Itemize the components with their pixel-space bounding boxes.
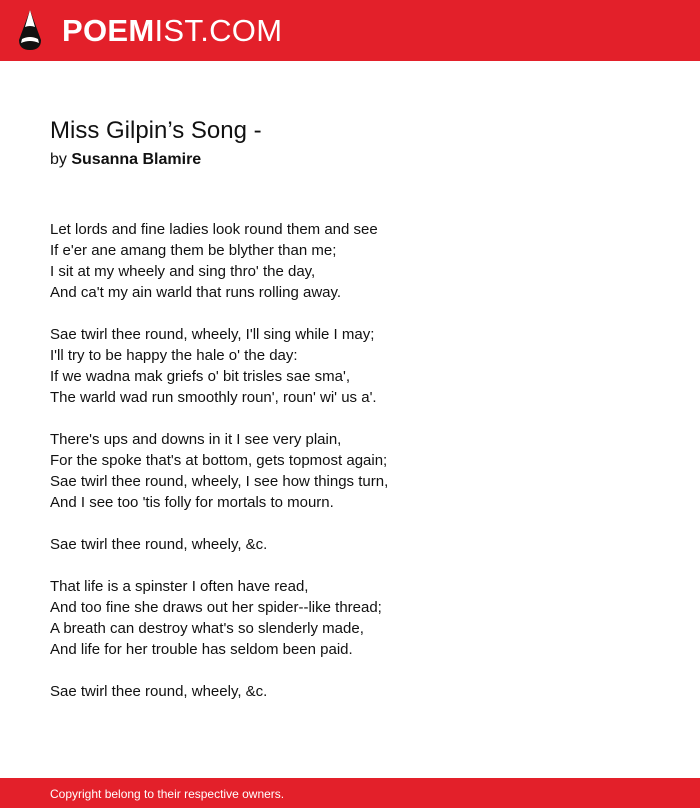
- poem-line: That life is a spinster I often have read,: [50, 578, 309, 595]
- poem-stanza: [50, 681, 650, 702]
- poem-stanza: [50, 576, 650, 660]
- poem-line: If we wadna mak griefs o' bit trisles sae sma',: [50, 368, 351, 385]
- site-header: [0, 0, 700, 61]
- poem-line: Sae twirl thee round, wheely, &c.: [50, 536, 268, 553]
- poem-line: Sae twirl thee round, wheely, I see how things turn,: [50, 473, 389, 490]
- poem-line: For the spoke that's at bottom, gets topmost again;: [50, 452, 388, 469]
- poem-stanza: [50, 324, 650, 408]
- byline: [50, 150, 650, 170]
- site-logo[interactable]: [62, 11, 282, 51]
- poem-line: And ca't my ain warld that runs rolling away.: [50, 284, 342, 301]
- poem-header: [50, 112, 650, 170]
- poem-stanza: [50, 219, 650, 303]
- poem-line: Let lords and fine ladies look round them and see: [50, 221, 378, 238]
- site-footer: [0, 778, 700, 808]
- by-label: by: [50, 151, 67, 168]
- poem-line: And too fine she draws out her spider--like thread;: [50, 599, 382, 616]
- poem-line: And I see too 'tis folly for mortals to mourn.: [50, 494, 334, 511]
- poem-line: And life for her trouble has seldom been paid.: [50, 641, 353, 658]
- poem-line: If e'er ane amang them be blyther than me;: [50, 242, 337, 259]
- poem-line: Sae twirl thee round, wheely, I'll sing while I may;: [50, 326, 375, 343]
- pencil-nib-icon[interactable]: [17, 9, 43, 51]
- author-name: Susanna Blamire: [71, 151, 202, 168]
- poem-body: [50, 219, 650, 723]
- logo-bold-text: POEM: [62, 13, 155, 48]
- logo-thin-text: IST.COM: [154, 13, 283, 48]
- poem-line: The warld wad run smoothly roun', roun' wi' us a'.: [50, 389, 377, 406]
- poem-line: Sae twirl thee round, wheely, &c.: [50, 683, 268, 700]
- poem-line: I sit at my wheely and sing thro' the day,: [50, 263, 316, 280]
- poem-stanza: [50, 534, 650, 555]
- poem-line: I'll try to be happy the hale o' the day:: [50, 347, 298, 364]
- poem-line: There's ups and downs in it I see very plain,: [50, 431, 342, 448]
- poem-stanza: [50, 429, 650, 513]
- poem-line: A breath can destroy what's so slenderly made,: [50, 620, 364, 637]
- copyright-text: Copyright belong to their respective owners.: [50, 787, 285, 801]
- poem-title: Miss Gilpin’s Song -: [50, 117, 262, 144]
